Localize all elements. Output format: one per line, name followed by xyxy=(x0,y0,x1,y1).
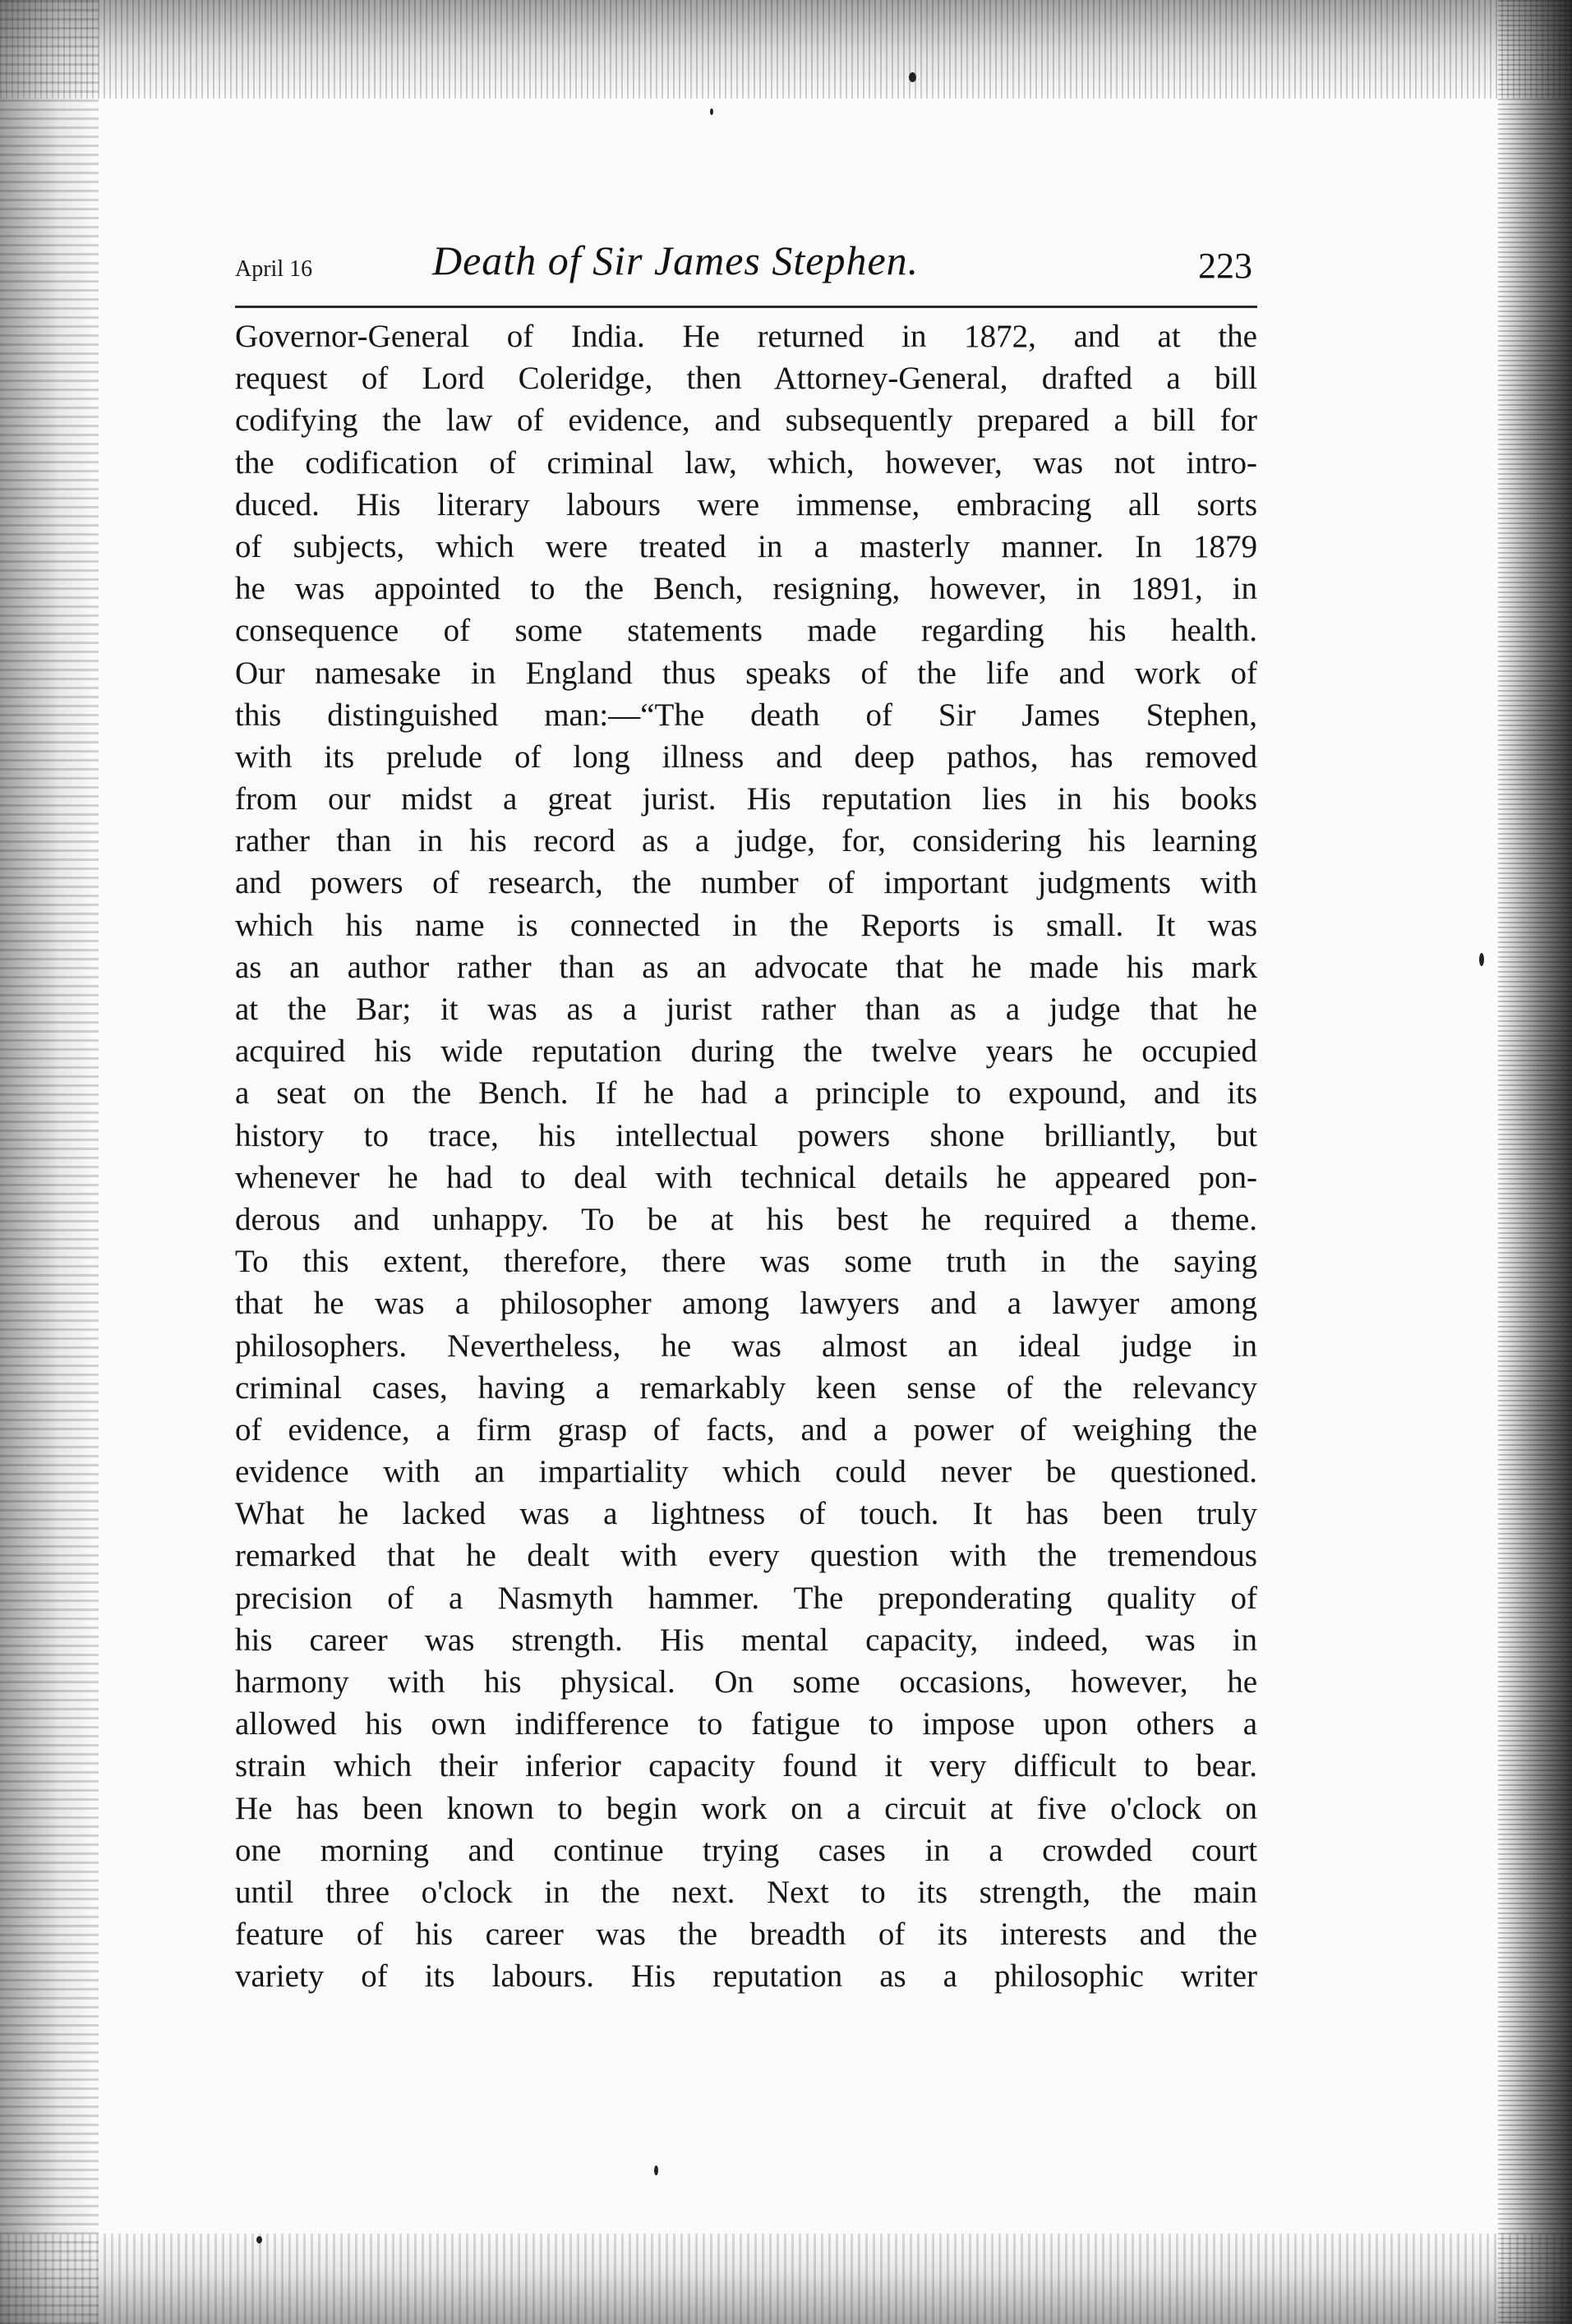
body-line: philosophers. Nevertheless, he was almost an ideal judge in xyxy=(235,1328,1257,1364)
body-line: variety of its labours. His reputation as a philosophic writer xyxy=(235,1958,1257,1995)
running-header xyxy=(235,237,1257,302)
body-line: Governor-General of India. He returned in 1872, and at the xyxy=(235,319,1257,354)
body-line: consequence of some statements made regarding his health. xyxy=(235,613,1257,649)
scan-border-bottom xyxy=(0,2234,1572,2324)
body-line: history to trace, his intellectual powers shone brilliantly, but xyxy=(235,1117,1257,1153)
body-line: To this extent, therefore, there was some truth in the saying xyxy=(235,1244,1257,1280)
body-line: codifying the law of evidence, and subsequently prepared a bill for xyxy=(235,403,1257,439)
body-line: allowed his own indifference to fatigue to impose upon others a xyxy=(235,1706,1257,1742)
body-line: Our namesake in England thus speaks of the life and work of xyxy=(235,655,1257,691)
body-line: evidence with an impartiality which could never be questioned. xyxy=(235,1454,1257,1490)
body-line: acquired his wide reputation during the twelve years he occupied xyxy=(235,1033,1257,1070)
header-rule xyxy=(235,306,1257,308)
scan-border-left xyxy=(0,0,99,2324)
body-line: this distinguished man:—“The death of Sir James Stephen, xyxy=(235,697,1257,733)
scan-border-right xyxy=(1498,0,1572,2324)
scan-speck xyxy=(256,2236,262,2243)
body-line: that he was a philosopher among lawyers and a lawyer among xyxy=(235,1286,1257,1322)
body-line: strain which their inferior capacity found it very difficult to bear. xyxy=(235,1748,1257,1784)
scan-border-top xyxy=(0,0,1572,99)
body-line: precision of a Nasmyth hammer. The preponderating quality of xyxy=(235,1580,1257,1616)
header-date: April 16 xyxy=(235,256,313,282)
page-number: 223 xyxy=(1198,246,1252,286)
body-line: the codification of criminal law, which, however, was not intro- xyxy=(235,444,1257,481)
body-line: request of Lord Coleridge, then Attorney-General, drafted a bill xyxy=(235,361,1257,397)
body-line: He has been known to begin work on a circuit at five o'clock on xyxy=(235,1790,1257,1826)
body-line: derous and unhappy. To be at his best he required a theme. xyxy=(235,1201,1257,1237)
body-line: with its prelude of long illness and deep pathos, has removed xyxy=(235,739,1257,775)
body-line: What he lacked was a lightness of touch. It has been truly xyxy=(235,1496,1257,1532)
scan-speck xyxy=(1479,953,1484,966)
scan-speck xyxy=(710,108,713,115)
body-text xyxy=(235,315,1257,1998)
body-line: he was appointed to the Bench, resigning, however, in 1891, in xyxy=(235,571,1257,607)
body-line: from our midst a great jurist. His reputation lies in his books xyxy=(235,781,1257,817)
body-line: as an author rather than as an advocate that he made his mark xyxy=(235,949,1257,985)
body-line: and powers of research, the number of important judgments with xyxy=(235,865,1257,901)
body-line: his career was strength. His mental capacity, indeed, was in xyxy=(235,1622,1257,1658)
body-line: harmony with his physical. On some occasions, however, he xyxy=(235,1664,1257,1700)
body-line: criminal cases, having a remarkably keen sense of the relevancy xyxy=(235,1369,1257,1406)
body-line: whenever he had to deal with technical details he appeared pon- xyxy=(235,1159,1257,1195)
body-line: duced. His literary labours were immense, embracing all sorts xyxy=(235,486,1257,522)
body-line: of evidence, a firm grasp of facts, and a power of weighing the xyxy=(235,1411,1257,1447)
body-line: of subjects, which were treated in a masterly manner. In 1879 xyxy=(235,528,1257,564)
body-line: remarked that he dealt with every question with the tremendous xyxy=(235,1538,1257,1574)
body-line: rather than in his record as a judge, for, considering his learning xyxy=(235,823,1257,859)
body-line: at the Bar; it was as a jurist rather than as a judge that he xyxy=(235,992,1257,1027)
body-line: one morning and continue trying cases in a crowded court xyxy=(235,1832,1257,1868)
body-line: a seat on the Bench. If he had a principle to expound, and its xyxy=(235,1075,1257,1111)
header-title: Death of Sir James Stephen. xyxy=(432,237,920,283)
body-line: which his name is connected in the Reports is small. It was xyxy=(235,907,1257,943)
body-line: until three o'clock in the next. Next to its strength, the main xyxy=(235,1874,1257,1910)
body-line: feature of his career was the breadth of its interests and the xyxy=(235,1917,1257,1953)
scan-speck xyxy=(909,72,916,82)
scan-speck xyxy=(654,2165,658,2175)
